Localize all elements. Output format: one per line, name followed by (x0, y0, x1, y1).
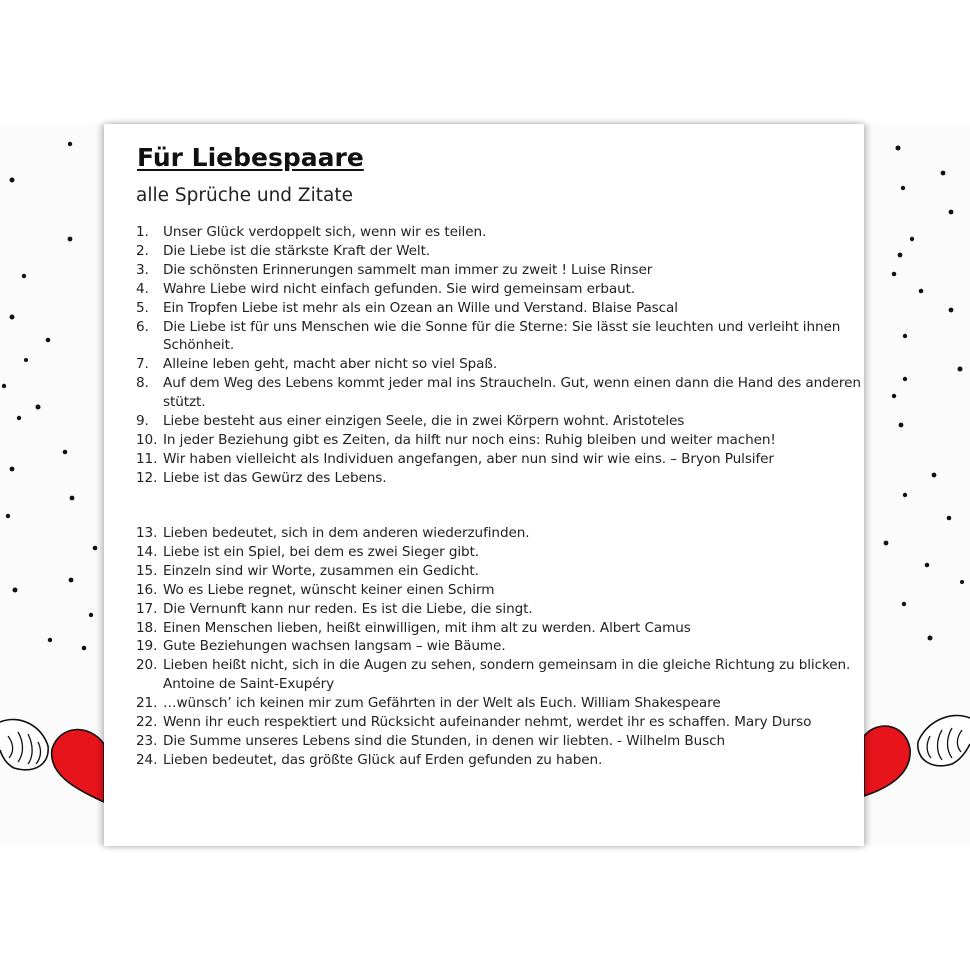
quote-item (136, 280, 861, 299)
quote-text: Die Liebe ist für uns Menschen wie die Sonne für die Sterne: Sie lässt sie leuchten und verleiht ihnen Schönheit. (163, 318, 841, 354)
quote-item (136, 223, 861, 242)
quote-item (136, 242, 861, 261)
quote-text: …wünsch’ ich keinen mir zum Gefährten in der Welt als Euch. William Shakespeare (163, 695, 721, 712)
quote-item (136, 600, 861, 619)
quote-text: Die Vernunft kann nur reden. Es ist die Liebe, die singt. (163, 600, 533, 617)
quote-text: Lieben heißt nicht, sich in die Augen zu sehen, sondern gemeinsam in die gleiche Richtung zu blicken. Antoine de Saint-Exupéry (163, 657, 851, 693)
quote-text: Liebe ist das Gewürz des Lebens. (163, 469, 387, 486)
quote-item (136, 412, 861, 431)
winged-heart-icon-right (864, 124, 970, 846)
quote-number: 6. (136, 318, 149, 335)
quote-item (136, 355, 861, 374)
quote-number: 21. (136, 695, 158, 712)
quote-item (136, 261, 861, 280)
quote-number: 23. (136, 732, 158, 749)
quote-text: Wir haben vielleicht als Individuen angefangen, aber nun sind wir wie eins. – Bryon Pulsifer (163, 450, 774, 467)
quote-item (136, 656, 861, 694)
quote-text: Die Summe unseres Lebens sind die Stunden, in denen wir liebten. - Wilhelm Busch (163, 732, 726, 749)
quote-text: Auf dem Weg des Lebens kommt jeder mal ins Straucheln. Gut, wenn einen dann die Hand des anderen stützt. (163, 375, 861, 411)
quote-item (136, 318, 861, 356)
quote-item (136, 374, 861, 412)
quote-item (136, 713, 861, 732)
quote-item (136, 524, 861, 543)
quote-number: 12. (136, 469, 158, 486)
quote-number: 11. (136, 450, 158, 467)
quote-text: Ein Tropfen Liebe ist mehr als ein Ozean an Wille und Verstand. Blaise Pascal (163, 299, 678, 316)
quote-number: 24. (136, 751, 158, 768)
quote-list-part-1 (136, 223, 861, 488)
quote-item (136, 694, 861, 713)
left-decor-panel (0, 124, 104, 846)
winged-heart-icon (0, 124, 104, 846)
quote-text: Unser Glück verdoppelt sich, wenn wir es teilen. (163, 224, 487, 240)
quote-number: 1. (136, 224, 149, 240)
quote-text: Lieben bedeutet, das größte Glück auf Erden gefunden zu haben. (163, 751, 603, 768)
quote-text: Wenn ihr euch respektiert und Rücksicht aufeinander nehmt, werdet ihr es schaffen. Mary Durso (163, 714, 812, 731)
quote-text: Alleine leben geht, macht aber nicht so viel Spaß. (163, 356, 498, 373)
quote-text: Wo es Liebe regnet, wünscht keiner einen Schirm (163, 581, 495, 598)
quote-text: Lieben bedeutet, sich in dem anderen wiederzufinden. (163, 525, 530, 541)
quote-text: Einzeln sind wir Worte, zusammen ein Gedicht. (163, 562, 479, 579)
quote-number: 13. (136, 525, 158, 541)
quote-number: 4. (136, 280, 149, 297)
quote-item (136, 431, 861, 450)
right-decor-panel (864, 124, 970, 846)
quote-number: 17. (136, 600, 158, 617)
quote-item (136, 543, 861, 562)
quote-number: 2. (136, 242, 149, 259)
quote-item (136, 299, 861, 318)
quote-item (136, 751, 861, 770)
quote-text: Wahre Liebe wird nicht einfach gefunden. Sie wird gemeinsam erbaut. (163, 280, 636, 297)
quote-list-part-2 (136, 524, 861, 770)
quote-number: 14. (136, 543, 158, 560)
page-subtitle: alle Sprüche und Zitate (136, 185, 353, 206)
document-sheet (104, 124, 864, 846)
quote-text: Die Liebe ist die stärkste Kraft der Welt. (163, 242, 431, 259)
quote-number: 15. (136, 562, 158, 579)
quote-number: 16. (136, 581, 158, 598)
quote-text: Einen Menschen lieben, heißt einwilligen, mit ihm alt zu werden. Albert Camus (163, 619, 691, 636)
quote-item (136, 469, 861, 488)
quote-number: 3. (136, 261, 149, 278)
quote-number: 22. (136, 714, 158, 731)
quote-number: 8. (136, 375, 149, 392)
quote-text: Gute Beziehungen wachsen langsam – wie Bäume. (163, 638, 506, 655)
quote-number: 5. (136, 299, 149, 316)
quote-number: 19. (136, 638, 158, 655)
quote-number: 10. (136, 431, 158, 448)
quote-number: 18. (136, 619, 158, 636)
quote-item (136, 581, 861, 600)
quote-number: 9. (136, 413, 149, 430)
quote-item (136, 732, 861, 751)
quote-item (136, 619, 861, 638)
quote-text: In jeder Beziehung gibt es Zeiten, da hilft nur noch eins: Ruhig bleiben und weiter machen! (163, 431, 776, 448)
quote-item (136, 562, 861, 581)
page-title: Für Liebespaare (137, 143, 364, 172)
quote-item (136, 637, 861, 656)
quote-number: 7. (136, 356, 149, 373)
quote-text: Liebe ist ein Spiel, bei dem es zwei Sieger gibt. (163, 543, 480, 560)
quote-text: Liebe besteht aus einer einzigen Seele, die in zwei Körpern wohnt. Aristoteles (163, 413, 685, 430)
quote-text: Die schönsten Erinnerungen sammelt man immer zu zweit ! Luise Rinser (163, 261, 653, 278)
quote-number: 20. (136, 657, 158, 674)
quote-item (136, 450, 861, 469)
